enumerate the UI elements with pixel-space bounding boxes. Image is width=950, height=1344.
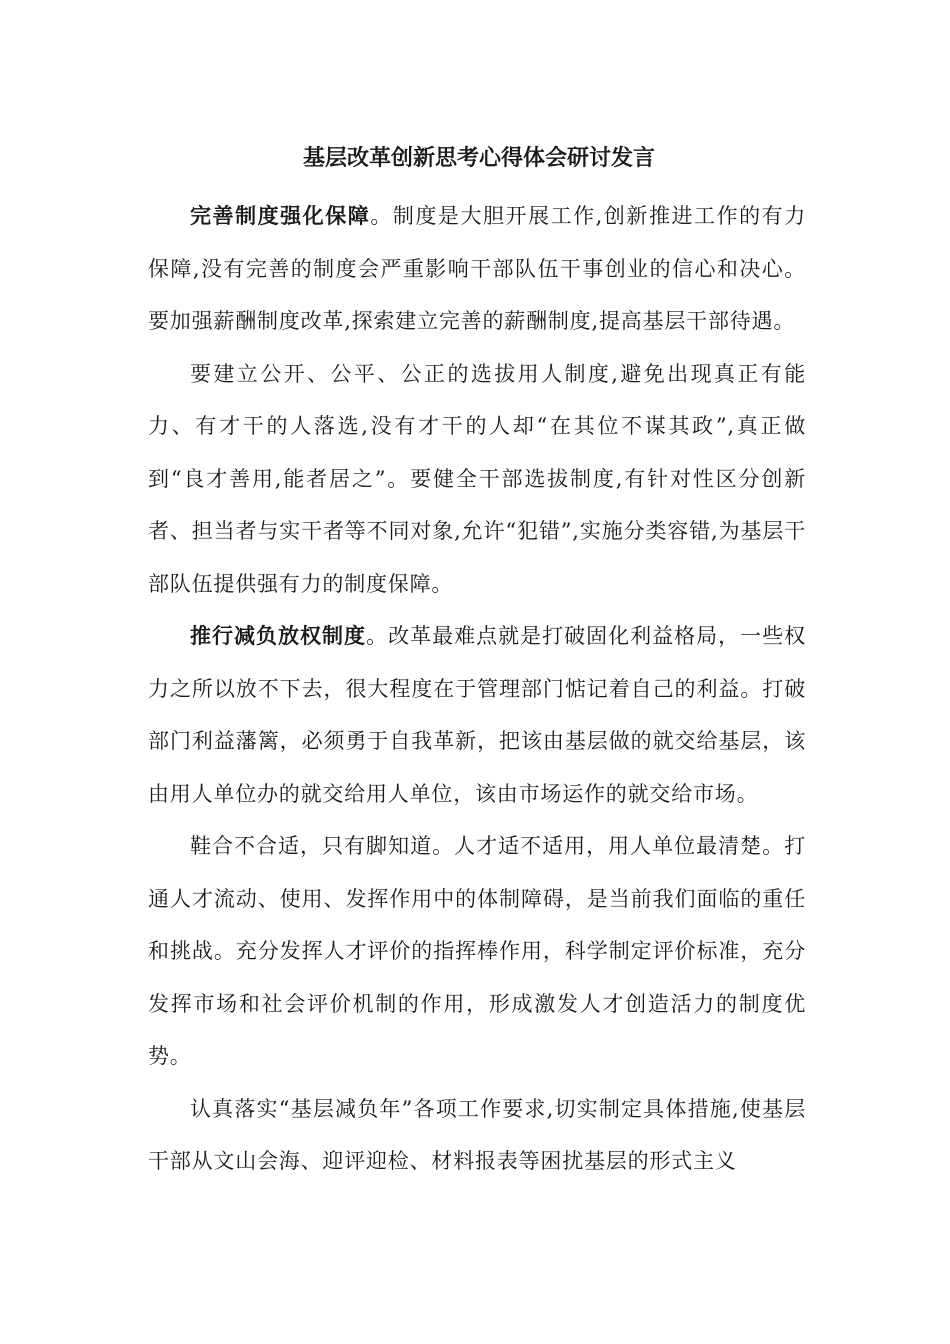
paragraph-5 [148, 1083, 806, 1188]
paragraph-1-heading: 完善制度强化保障 [190, 203, 371, 228]
paragraph-2-body: 要建立公开、公平、公正的选拔用人制度,避免出现真正有能力、有才干的人落选,没有才干的人却“在其位不谋其政”,真正做到“良才善用,能者居之”。要健全干部选拔制度,有针对性区分创新者、担当者与实干者等不同对象,允许“犯错”,实施分类容错,为基层干部队伍提供强有力的制度保障。 [148, 361, 806, 596]
paragraph-3 [148, 610, 806, 820]
document-title: 基层改革创新思考心得体会研讨发言 [302, 145, 655, 171]
paragraph-3-heading: 推行减负放权制度 [190, 623, 367, 648]
paragraph-5-body: 认真落实“基层减负年”各项工作要求,切实制定具体措施,使基层干部从文山会海、迎评迎检、材料报表等困扰基层的形式主义 [148, 1096, 806, 1173]
paragraph-2 [148, 348, 806, 611]
paragraph-4 [148, 820, 806, 1083]
paragraph-1 [148, 190, 806, 348]
paragraph-3-body: 。改革最难点就是打破固化利益格局，一些权力之所以放不下去，很大程度在于管理部门惦记着自己的利益。打破部门利益藩篱，必须勇于自我革新，把该由基层做的就交给基层，该由用人单位办的就交给用人单位，该由市场运作的就交给市场。 [148, 624, 806, 806]
paragraph-1-body: 。制度是大胆开展工作,创新推进工作的有力保障,没有完善的制度会严重影响干部队伍干事创业的信心和决心。要加强薪酬制度改革,探索建立完善的薪酬制度,提高基层干部待遇。 [148, 204, 806, 333]
paragraph-4-body: 鞋合不合适，只有脚知道。人才适不适用，用人单位最清楚。打通人才流动、使用、发挥作用中的体制障碍，是当前我们面临的重任和挑战。充分发挥人才评价的指挥棒作用，科学制定评价标准，充分发挥市场和社会评价机制的作用，形成激发人才创造活力的制度优势。 [148, 834, 806, 1068]
